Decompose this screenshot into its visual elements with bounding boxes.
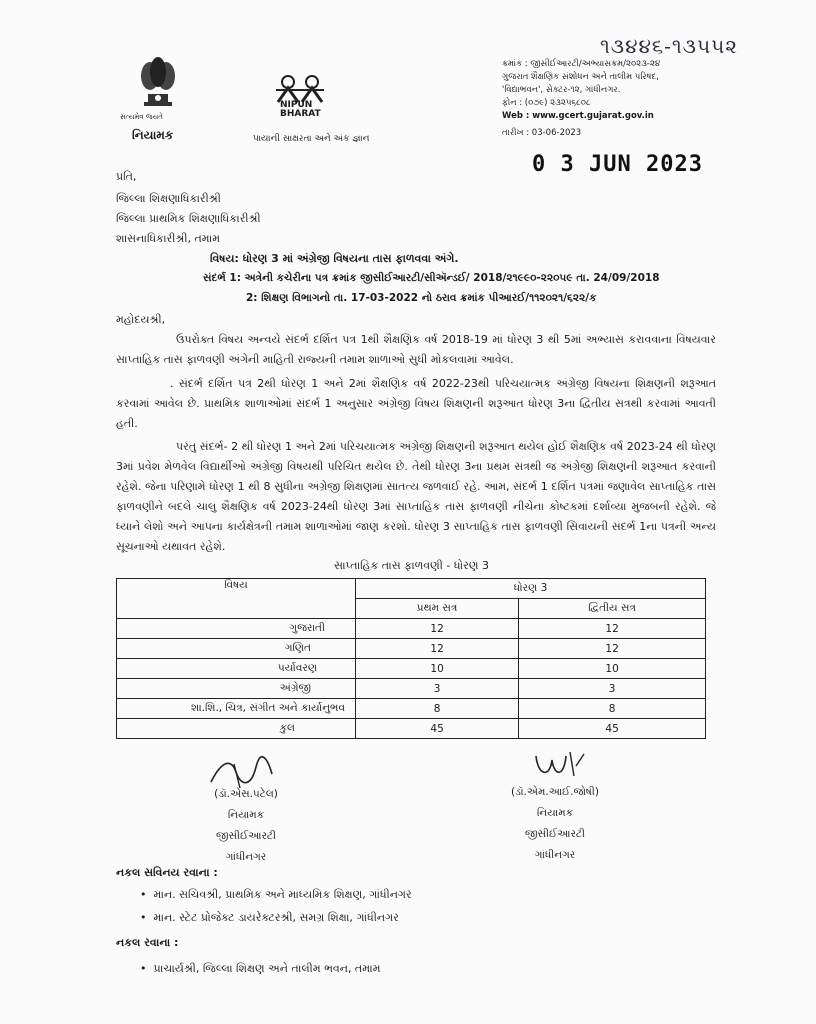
- table-row: પર્યાવરણ 10 10: [117, 659, 706, 679]
- paragraph-3: પરંતુ સંદર્ભ- 2 થી ધોરણ 1 અને 2માં પરિચયાત્મક અંગ્રેજી શિક્ષણની શરૂઆત થયેલ હોઈ શૈક્ષણિક વર્ષ 2023-24 થી ધોરણ 3માં પ્રવેશ મેળવેલ વિદ્યાર્થીઓ અંગ્રેજી વિષયથી પરિચિત થયેલ છે. તેથી ધોરણ 3ના પ્રથમ સત્રથી જ અંગ્રેજી શિક્ષણની શરૂઆત કરવાની રહેશે. જેના પરિણામે ધોરણ 1 થી 8 સુધીના અંગ્રેજી શિક્ષણમાં સાતત્ય જળવાઈ રહે. આમ, સંદર્ભ 1 દર્શિત પત્રમાં જણાવેલ સાપ્તાહિક તાસ ફાળવણીને બદલે ચાલુ શૈક્ષણિક વર્ષ 2023-24થી ધોરણ 3માં સાપ્તાહિક તાસ ફાળવણી નીચેના કોષ્ટકમાં દર્શાવ્યા મુજબની રહેશે. જે ધ્યાને લેશો અને આપના કાર્યક્ષેત્રની તમામ શાળાઓમાં જાણ કરશો. ધોરણ 3 સાપ્તાહિક તાસ ફાળવણી સિવાયની સંદર્ભ 1ના પત્રની અન્ય સૂચનાઓ યથાવત રહેશે.: [116, 440, 716, 553]
- table-row: શા.શિ., ચિત્ર, સંગીત અને કાર્યાનુભવ 8 8: [117, 699, 706, 719]
- paragraph-2: . સંદર્ભ દર્શિત પત્ર 2થી ધોરણ 1 અને 2માં શૈક્ષણિક વર્ષ 2022-23થી પરિચયાત્મક અંગ્રેજી વિષયના શિક્ષણની શરૂઆત કરવામાં આવેલ છે. પ્રાથમિક શાળાઓમાં સંદર્ભ 1 અનુસાર અંગ્રેજી વિષય શિક્ષણની શરૂઆત ધોરણ 3ના દ્વિતીય સત્રથી કરવામાં આવતી હતી.: [116, 377, 716, 430]
- left-title: નિયામક: [132, 128, 174, 142]
- signature-block-2: [480, 782, 630, 866]
- signatory-place: ગાંધીનગર: [225, 851, 267, 863]
- table-row: ગુજરાતી 12 12: [117, 619, 706, 639]
- subject: વિષય: ધોરણ 3 માં અંગ્રેજી વિષયના તાસ ફાળવવા અંગે.: [210, 252, 459, 265]
- table-row-total: કુલ 45 45: [117, 719, 706, 739]
- nipun-tagline: પાયાની સાક્ષરતા અને અંક જ્ઞાન: [253, 134, 370, 144]
- signatory-place: ગાંધીનગર: [534, 849, 576, 861]
- copies-heading: નકલ રવાના :: [116, 936, 179, 949]
- reference-2: 2: શિક્ષણ વિભાગનો તા. 17-03-2022 નો ઠરાવ ક્રમાંક પીઆરઈ/૧૧૨૦૨૧/૬૨૨/ક: [246, 292, 597, 304]
- table-caption: સાપ્તાહિક તાસ ફાળવણી - ધોરણ 3: [334, 559, 489, 572]
- letter-date: તારીખ : 03-06-2023: [502, 128, 582, 138]
- signature-2-icon: [530, 746, 590, 786]
- list-item: • માન. સ્ટેટ પ્રોજેક્ટ ડાયરેક્ટરશ્રી, સમગ્ર શિક્ષા, ગાંધીનગર: [140, 911, 399, 924]
- inward-number: ૧૩૪૪૬-૧૩૫૫૨: [600, 34, 739, 58]
- table-header-sem2: દ્વિતીય સત્ર: [519, 599, 706, 619]
- table-row: ગણિત 12 12: [117, 639, 706, 659]
- org-address: 'વિદ્યાભવન', સેક્ટર-૧૨, ગાંધીનગર.: [502, 85, 621, 95]
- recipient-line: જિલ્લા પ્રાથમિક શિક્ષણાધિકારીશ્રી: [116, 212, 261, 225]
- date-stamp: 0 3 JUN 2023: [532, 152, 703, 177]
- emblem-motto: સત્યમેવ જયતે: [120, 113, 163, 121]
- signatory-org: જીસીઈઆરટી: [525, 828, 585, 840]
- recipient-to: પ્રતિ,: [116, 170, 137, 183]
- list-item: • માન. સચિવશ્રી, પ્રાથમિક અને માધ્યમિક શિક્ષણ, ગાંધીનગર: [140, 888, 412, 901]
- signature-block-1: [176, 784, 316, 868]
- table-header-group: ધોરણ 3: [356, 579, 706, 599]
- table-row: અંગ્રેજી 3 3: [117, 679, 706, 699]
- org-name: ગુજરાત શૈક્ષણિક સંશોધન અને તાલીમ પરિષદ,: [502, 72, 659, 82]
- list-item: • પ્રાચાર્યશ્રી, જિલ્લા શિક્ષણ અને તાલીમ ભવન, તમામ: [140, 962, 381, 975]
- phone: ફોન : (૦૭૯) ૨૩૨૫૬૮૦૮: [502, 98, 591, 108]
- salutation: મહોદયશ્રી,: [116, 313, 166, 326]
- recipient-line: જિલ્લા શિક્ષણાધિકારીશ્રી: [116, 192, 221, 205]
- signatory-name: (ડૉ.એસ.પટેલ): [214, 788, 278, 800]
- recipient-line: શાસનાધિકારીશ્રી, તમામ: [116, 232, 220, 245]
- signatory-org: જીસીઈઆરટી: [216, 830, 276, 842]
- signatory-name: (ડૉ.એમ.આઈ.જોષી): [510, 786, 600, 798]
- website-link[interactable]: Web : www.gcert.gujarat.gov.in: [502, 111, 654, 121]
- signatory-title: નિયામક: [227, 809, 265, 821]
- nipun-logo-text: NIPUN BHARAT: [280, 100, 321, 119]
- table-header-subject: વિષય: [117, 579, 356, 619]
- table-header-sem1: પ્રથમ સત્ર: [356, 599, 519, 619]
- letter-number: ક્રમાંક : જીસીઈઆરટી/અભ્યાસક્રમ/૨૦૨૩-૨૪: [502, 59, 661, 69]
- signatory-title: નિયામક: [536, 807, 574, 819]
- state-emblem-icon: [130, 50, 186, 116]
- schedule-table: [116, 578, 706, 739]
- reference-1: સંદર્ભ 1: અત્રેની કચેરીના પત્ર ક્રમાંક જીસીઈઆરટી/સીઍન્ડઈ/ 2018/૨૧૯૯૦-૨૨૦૫૯ તા. 24/09/2018: [203, 272, 660, 284]
- copies-with-request-heading: નકલ સવિનય રવાના :: [116, 866, 218, 879]
- address-block: [502, 58, 660, 140]
- paragraph-1: ઉપરોક્ત વિષય અન્વયે સંદર્ભ દર્શિત પત્ર 1થી શૈક્ષણિક વર્ષ 2018-19 માં ધોરણ 3 થી 5માં અભ્યાસ કરાવવાના વિષયવાર સાપ્તાહિક તાસ ફાળવણી અંગેની માહિતી રાજ્યની તમામ શાળાઓ સુધી મોકલવામાં આવેલ.: [116, 333, 716, 366]
